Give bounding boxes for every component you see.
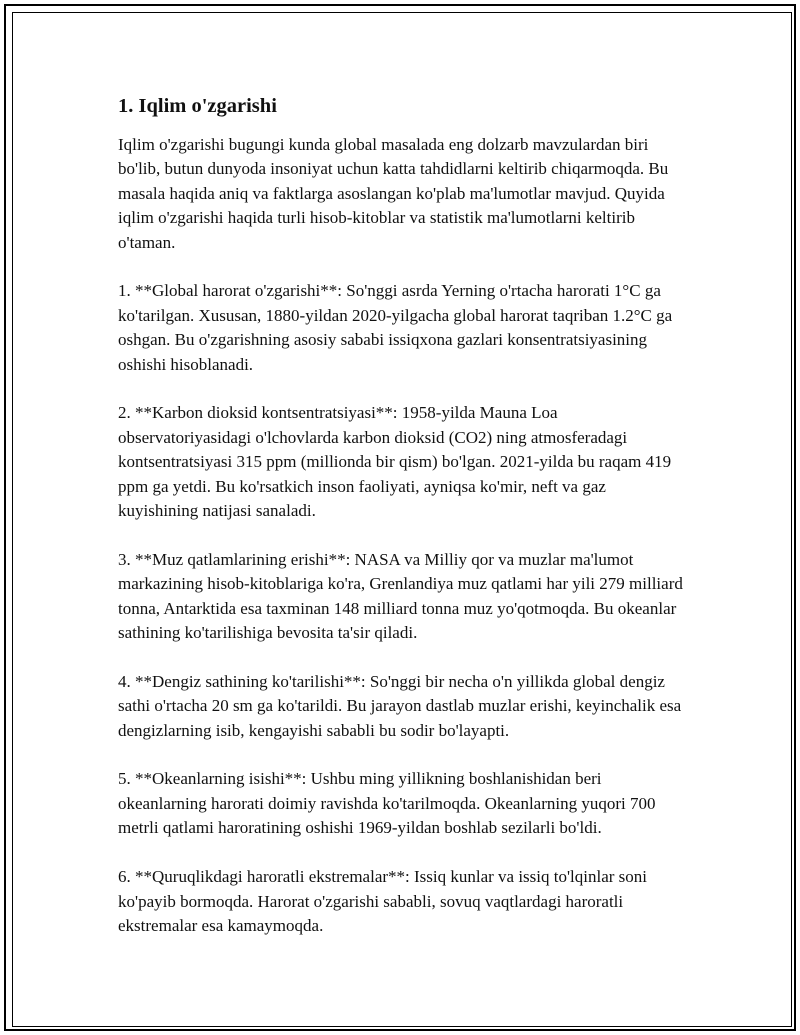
paragraph-carbon-dioxide: 2. **Karbon dioksid kontsentratsiyasi**: 1958-yilda Mauna Loa observatoriyasidagi o'lchovlarda karbon dioksid (CO2) ning atmosferadagi kontsentratsiyasi 315 ppm (millionda bir qism) bo'lgan. 2021-yilda bu raqam 419 ppm ga yetdi. Bu ko'rsatkich inson faoliyati, ayniqsa ko'mir, neft va gaz kuyishining natijasi sanaladi. [118, 403, 672, 521]
document-body [118, 92, 690, 963]
paragraph-ocean-warming: 5. **Okeanlarning isishi**: Ushbu ming yillikning boshlanishidan beri okeanlarning harorati doimiy ravishda ko'tarilmoqda. Okeanlarning yuqori 700 metrli qatlami haroratining oshishi 1969-yildan boshlab sezilarli bo'ldi. [118, 769, 656, 838]
paragraph-sea-level: 4. **Dengiz sathining ko'tarilishi**: So'nggi bir necha o'n yillikda global dengiz sathi o'rtacha 20 sm ga ko'tarildi. Bu jarayon dastlab muzlar erishi, keyinchalik esa dengizlarning isib, kengayishi sababli bu sodir bo'layapti. [118, 671, 682, 740]
paragraph-ice-melting: 3. **Muz qatlamlarining erishi**: NASA va Milliy qor va muzlar ma'lumot markazining hisob-kitoblariga ko'ra, Grenlandiya muz qatlami har yili 279 milliard tonna, Antarktida esa taxminan 148 milliard tonna muz yo'qotmoqda. Bu okeanlar sathining ko'tarilishiga bevosita ta'sir qiladi. [118, 549, 683, 643]
section-heading: 1. Iqlim o'zgarishi [118, 95, 277, 117]
intro-paragraph: Iqlim o'zgarishi bugungi kunda global masalada eng dolzarb mavzulardan biri bo'lib, butun dunyoda insoniyat uchun katta tahdidlarni keltirib chiqarmoqda. Bu masala haqida aniq va faktlarga asoslangan ko'plab ma'lumotlar mavjud. Quyida iqlim o'zgarishi haqida turli hisob-kitoblar va statistik ma'lumotlarni keltirib o'taman. [118, 135, 669, 252]
paragraph-land-extremes: 6. **Quruqlikdagi haroratli ekstremalar**: Issiq kunlar va issiq to'lqinlar soni ko'payib bormoqda. Harorat o'zgarishi sababli, sovuq vaqtlardagi haroratli ekstremalar esa kamaymoqda. [118, 867, 648, 935]
paragraph-global-temperature: 1. **Global harorat o'zgarishi**: So'nggi asrda Yerning o'rtacha harorati 1°C ga ko'tarilgan. Xususan, 1880-yildan 2020-yilgacha global harorat taqriban 1.2°C ga oshgan. Bu o'zgarishning asosiy sababi issiqxona gazlari konsentratsiyasining oshishi hisoblanadi. [118, 281, 673, 374]
